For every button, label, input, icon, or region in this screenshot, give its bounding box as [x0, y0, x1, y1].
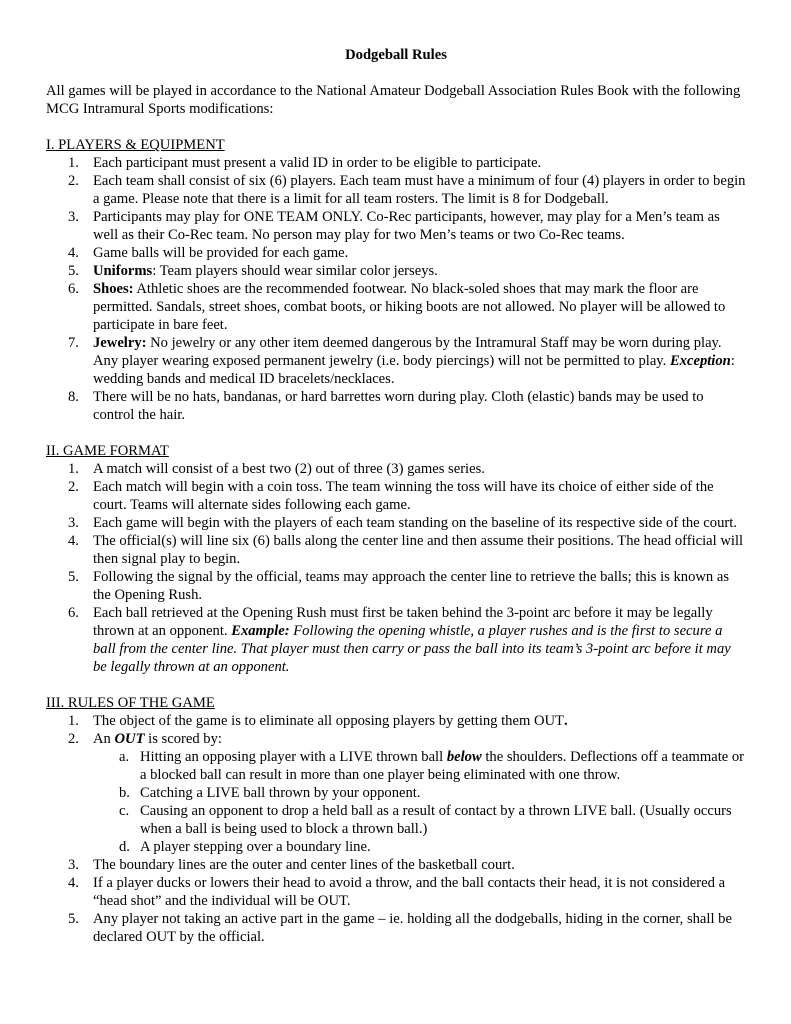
item-number: 6. [68, 605, 79, 621]
sub-item-letter: c. [119, 803, 130, 819]
item-number: 4. [68, 875, 79, 891]
document-page [46, 46, 746, 946]
sub-item-text: Catching a LIVE ball thrown by your opponent. [140, 785, 421, 801]
item-number: 3. [68, 515, 79, 531]
list-item [46, 154, 746, 172]
item-number: 2. [68, 731, 79, 747]
list-item [46, 856, 746, 874]
section-rules-of-game [46, 694, 746, 946]
item-text: Any player not taking an active part in the game – ie. holding all the dodgeballs, hiding in the corner, shall be declared OUT by the official. [93, 911, 732, 945]
section-game-format [46, 442, 746, 676]
item-tail: . [563, 713, 568, 729]
item-number: 2. [68, 173, 79, 189]
sub-list-item [93, 802, 746, 838]
item-lead: Uniforms [93, 263, 153, 279]
example-text: Following the opening whistle, a player rushes and is the first to secure a ball from the center line. That player must then carry or pass the ball into its team’s 3-point arc before it may be legally thrown at an opponent. [93, 623, 731, 675]
item-text: Each ball retrieved at the Opening Rush must first be taken behind the 3-point arc before it may be legally thrown at an opponent. [93, 605, 713, 639]
item-text: The object of the game is to eliminate all opposing players by getting them OUT [93, 713, 564, 729]
list-item [46, 460, 746, 478]
item-number: 3. [68, 857, 79, 873]
list-item [46, 244, 746, 262]
list-item [46, 280, 746, 334]
intro-paragraph: All games will be played in accordance to the National Amateur Dodgeball Association Rules Book with the following MCG Intramural Sports modifications: [46, 83, 741, 117]
rules-list [46, 460, 746, 676]
list-item [46, 514, 746, 532]
item-number: 5. [68, 569, 79, 585]
list-item [46, 874, 746, 910]
item-number: 5. [68, 911, 79, 927]
example-label: Example: [231, 623, 290, 639]
sub-item-letter: a. [119, 749, 130, 765]
list-item [46, 532, 746, 568]
item-number: 7. [68, 335, 79, 351]
item-text: Following the signal by the official, teams may approach the center line to retrieve the balls; this is known as the Opening Rush. [93, 569, 730, 603]
item-text: Each game will begin with the players of each team standing on the baseline of its respective side of the court. [93, 515, 737, 531]
sub-item-text: Causing an opponent to drop a held ball as a result of contact by a thrown LIVE ball. (Usually occurs when a ball is being used to block a thrown ball.) [140, 803, 732, 837]
list-item [46, 262, 746, 280]
sub-item-pre: Hitting an opposing player with a LIVE thrown ball [140, 749, 447, 765]
item-text: The official(s) will line six (6) balls along the center line and then assume their positions. The head official will then signal play to begin. [93, 533, 744, 567]
item-text: is scored by: [144, 731, 222, 747]
item-number: 1. [68, 713, 79, 729]
item-text: Participants may play for ONE TEAM ONLY. Co-Rec participants, however, may play for a Men’s team as well as their Co-Rec team. No person may play for two Men’s teams or two Co-Rec teams. [93, 209, 720, 243]
item-number: 8. [68, 389, 79, 405]
item-text: : Team players should wear similar color jerseys. [152, 263, 438, 279]
sub-list-item [93, 784, 746, 802]
list-item [46, 604, 746, 676]
item-lead: OUT [114, 731, 145, 747]
rules-list [46, 154, 746, 424]
item-number: 3. [68, 209, 79, 225]
section-players-equipment [46, 136, 746, 424]
item-number: 4. [68, 533, 79, 549]
item-number: 6. [68, 281, 79, 297]
item-number: 1. [68, 155, 79, 171]
sub-item-text: A player stepping over a boundary line. [140, 839, 371, 855]
section-heading: III. RULES OF THE GAME [46, 695, 215, 711]
item-pre: An [93, 731, 115, 747]
list-item [46, 730, 746, 856]
list-item [46, 568, 746, 604]
item-text: Each team shall consist of six (6) players. Each team must have a minimum of four (4) players in order to begin a game. Please note that there is a limit for all team rosters. The limit is 8 for Dodgeball. [93, 173, 746, 207]
item-text: If a player ducks or lowers their head to avoid a throw, and the ball contacts their head, it is not considered a “head shot” and the individual will be OUT. [93, 875, 726, 909]
sub-list [93, 748, 746, 856]
item-text: Each match will begin with a coin toss. The team winning the toss will have its choice of either side of the court. Teams will alternate sides following each game. [93, 479, 714, 513]
sub-list-item [93, 748, 746, 784]
sub-item-letter: d. [119, 839, 130, 855]
sub-item-text: the shoulders. Deflections off a teammate or a blocked ball can result in more than one player being eliminated with one throw. [140, 749, 745, 783]
exception-text: : wedding bands and medical ID bracelets/necklaces. [93, 353, 735, 387]
sub-list-item [93, 838, 746, 856]
list-item [46, 172, 746, 208]
item-text: A match will consist of a best two (2) out of three (3) games series. [93, 461, 485, 477]
list-item [46, 910, 746, 946]
document-title: Dodgeball Rules [345, 47, 447, 63]
sub-item-emphasis: below [446, 749, 482, 765]
item-text: Each participant must present a valid ID in order to be eligible to participate. [93, 155, 542, 171]
item-lead: Jewelry: [93, 335, 147, 351]
rules-list [46, 712, 746, 946]
item-text: No jewelry or any other item deemed dangerous by the Intramural Staff may be worn during play. Any player wearing exposed permanent jewelry (i.e. body piercings) will not be permitted to play. [93, 335, 722, 369]
section-heading: II. GAME FORMAT [46, 443, 169, 459]
item-number: 1. [68, 461, 79, 477]
item-text: The boundary lines are the outer and center lines of the basketball court. [93, 857, 515, 873]
list-item [46, 334, 746, 388]
list-item [46, 208, 746, 244]
item-text: Athletic shoes are the recommended footwear. No black-soled shoes that may mark the floor are permitted. Sandals, street shoes, combat boots, or hiking boots are not allowed. No player will be allowed to participate in bare feet. [93, 281, 726, 333]
section-heading: I. PLAYERS & EQUIPMENT [46, 137, 225, 153]
list-item [46, 712, 746, 730]
sub-item-letter: b. [119, 785, 130, 801]
item-text: There will be no hats, bandanas, or hard barrettes worn during play. Cloth (elastic) bands may be used to control the hair. [93, 389, 704, 423]
list-item [46, 388, 746, 424]
exception-label: Exception [669, 353, 731, 369]
item-number: 2. [68, 479, 79, 495]
item-lead: Shoes: [93, 281, 134, 297]
item-number: 5. [68, 263, 79, 279]
list-item [46, 478, 746, 514]
item-text: Game balls will be provided for each game. [93, 245, 349, 261]
item-number: 4. [68, 245, 79, 261]
